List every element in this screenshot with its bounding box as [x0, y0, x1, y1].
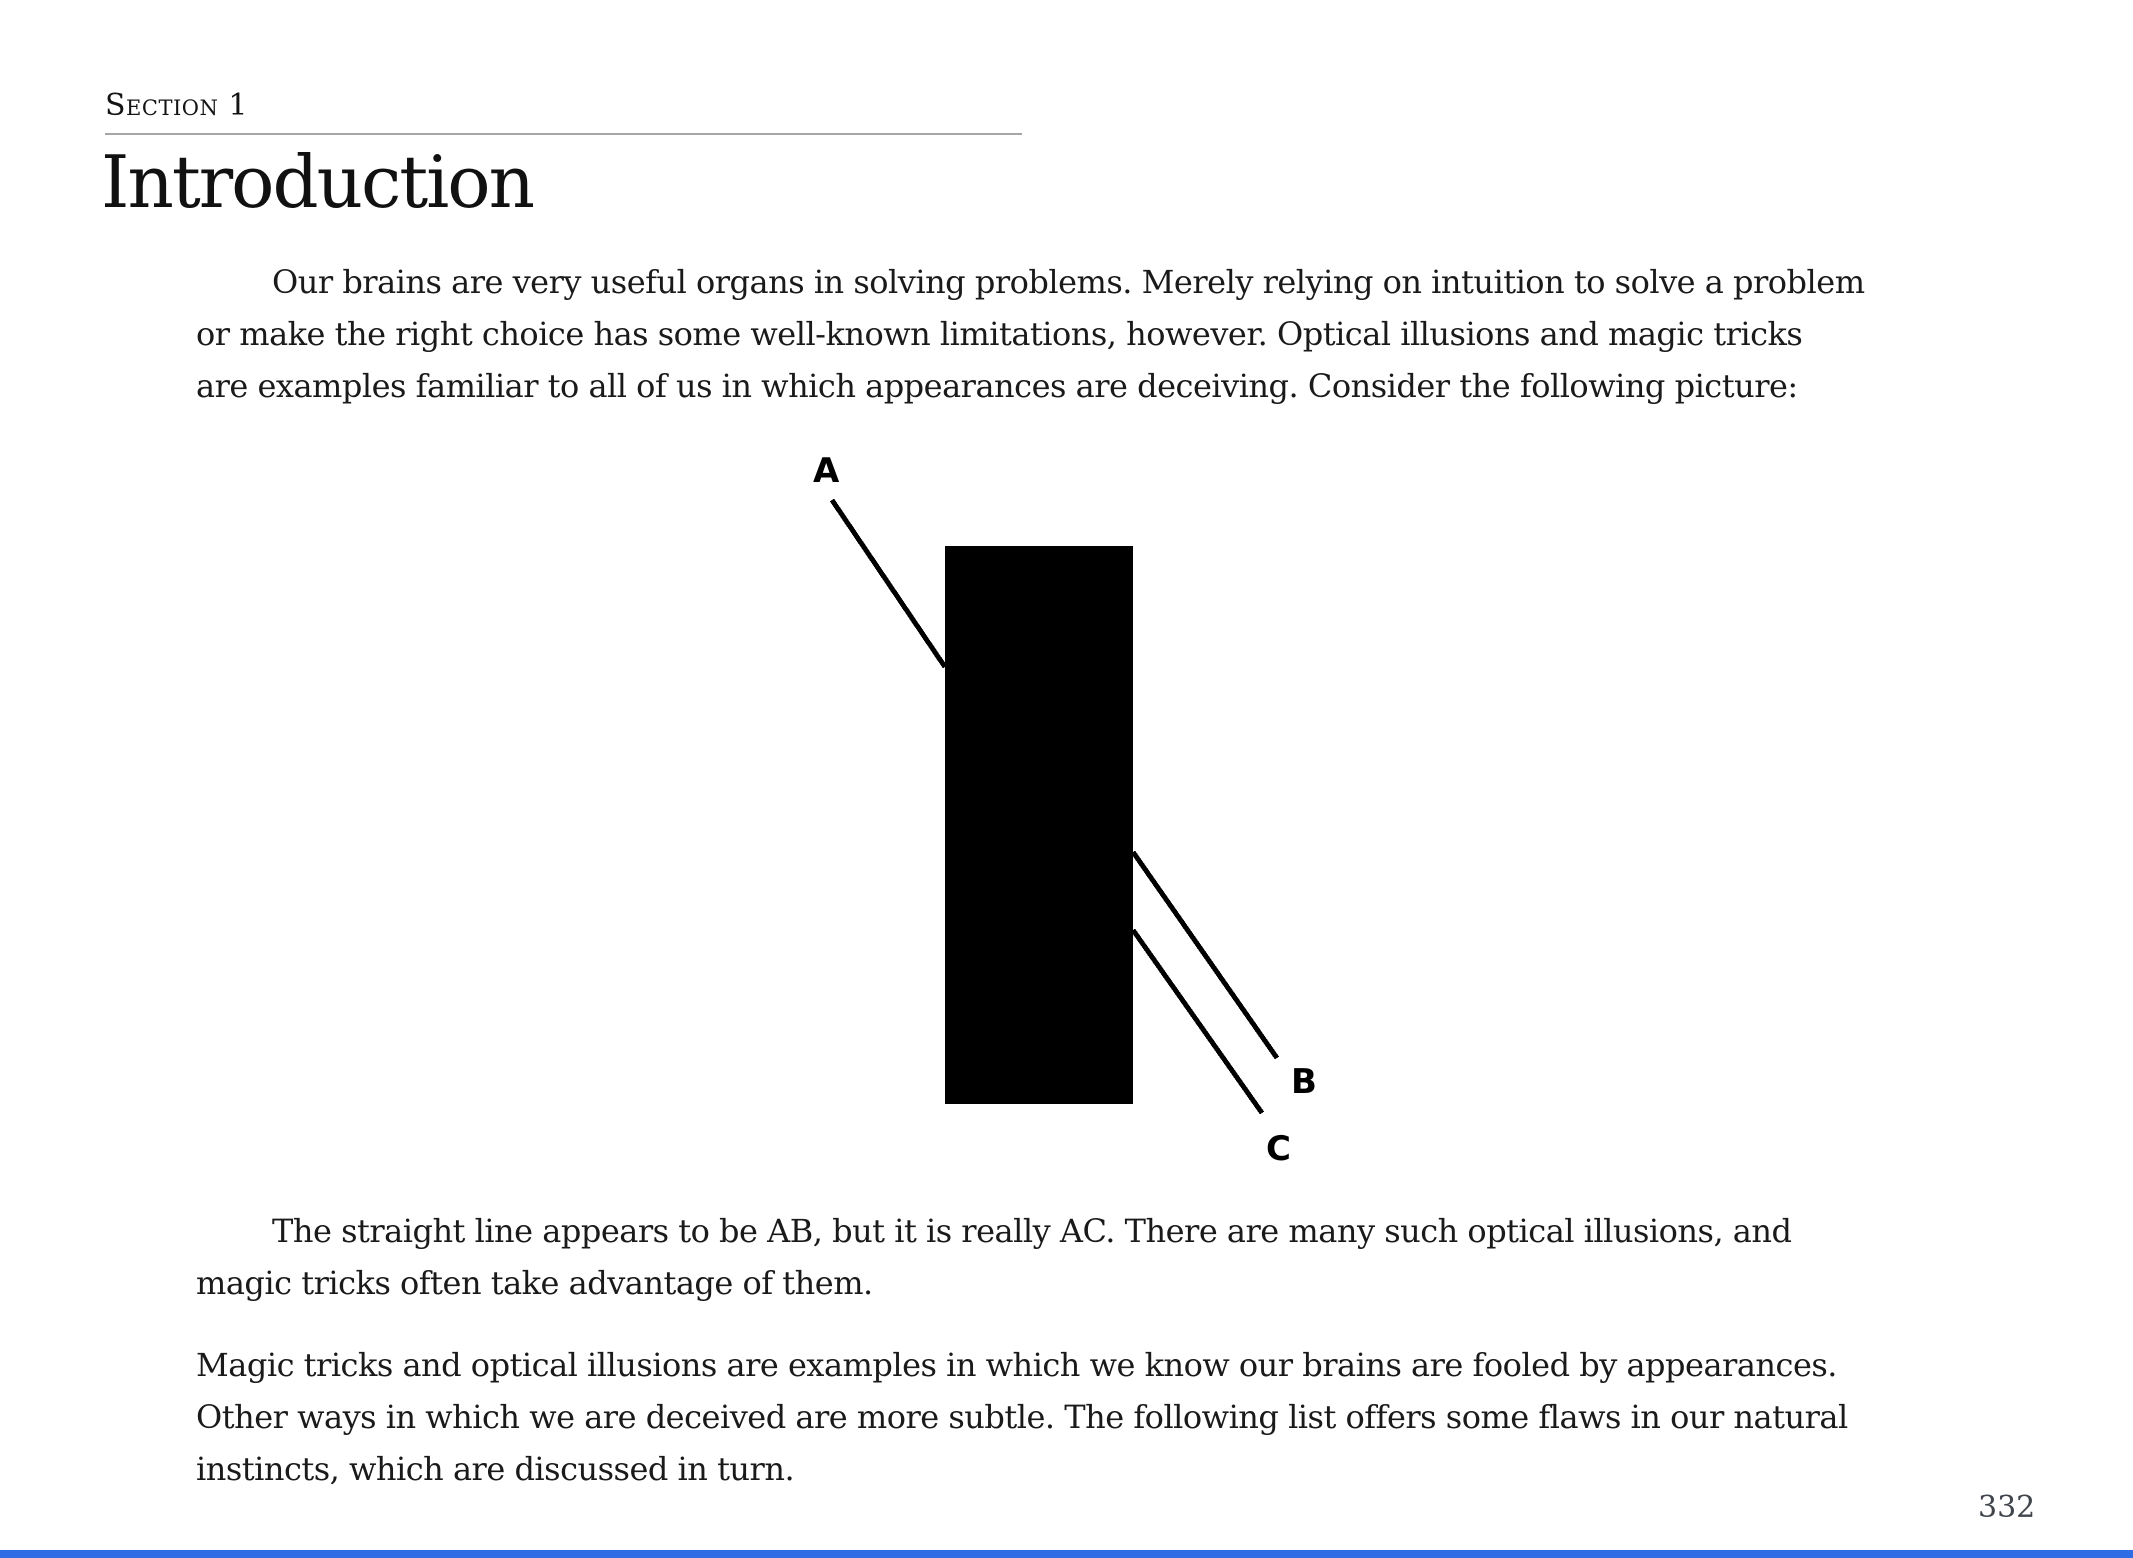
text-line: or make the right choice has some well-known limitations, however. Optical illusions and magic tricks: [196, 315, 1803, 353]
figure-label-c: C: [1266, 1129, 1291, 1169]
illusion-rectangle: [945, 546, 1133, 1104]
paragraph-flaws-list-intro: [196, 1339, 1986, 1495]
line-from-a: [832, 500, 945, 667]
illusion-drawing: [780, 440, 1340, 1180]
section-divider-rule: [105, 133, 1022, 135]
text-line: Our brains are very useful organs in solving problems. Merely relying on intuition to solve a problem: [272, 263, 1865, 301]
page-number: 332: [1978, 1490, 2036, 1525]
page-title: Introduction: [101, 140, 533, 224]
section-label: Section 1: [105, 88, 248, 123]
progress-bar[interactable]: [0, 1550, 2133, 1558]
paragraph-line-ab-ac: [196, 1205, 1986, 1309]
text-line: magic tricks often take advantage of them.: [196, 1264, 873, 1302]
paragraph-intro: [196, 256, 1986, 412]
line-to-c: [1133, 930, 1262, 1113]
figure-label-b: B: [1291, 1062, 1317, 1102]
text-line: are examples familiar to all of us in which appearances are deceiving. Consider the following picture:: [196, 367, 1798, 405]
line-to-b: [1133, 852, 1277, 1058]
text-line: The straight line appears to be AB, but it is really AC. There are many such optical illusions, and: [272, 1212, 1792, 1250]
text-line: Magic tricks and optical illusions are examples in which we know our brains are fooled by appearances.: [196, 1346, 1837, 1384]
text-line: instincts, which are discussed in turn.: [196, 1450, 795, 1488]
text-line: Other ways in which we are deceived are more subtle. The following list offers some flaws in our natural: [196, 1398, 1848, 1436]
figure-label-a: A: [813, 451, 840, 491]
illusion-figure: [780, 440, 1340, 1180]
